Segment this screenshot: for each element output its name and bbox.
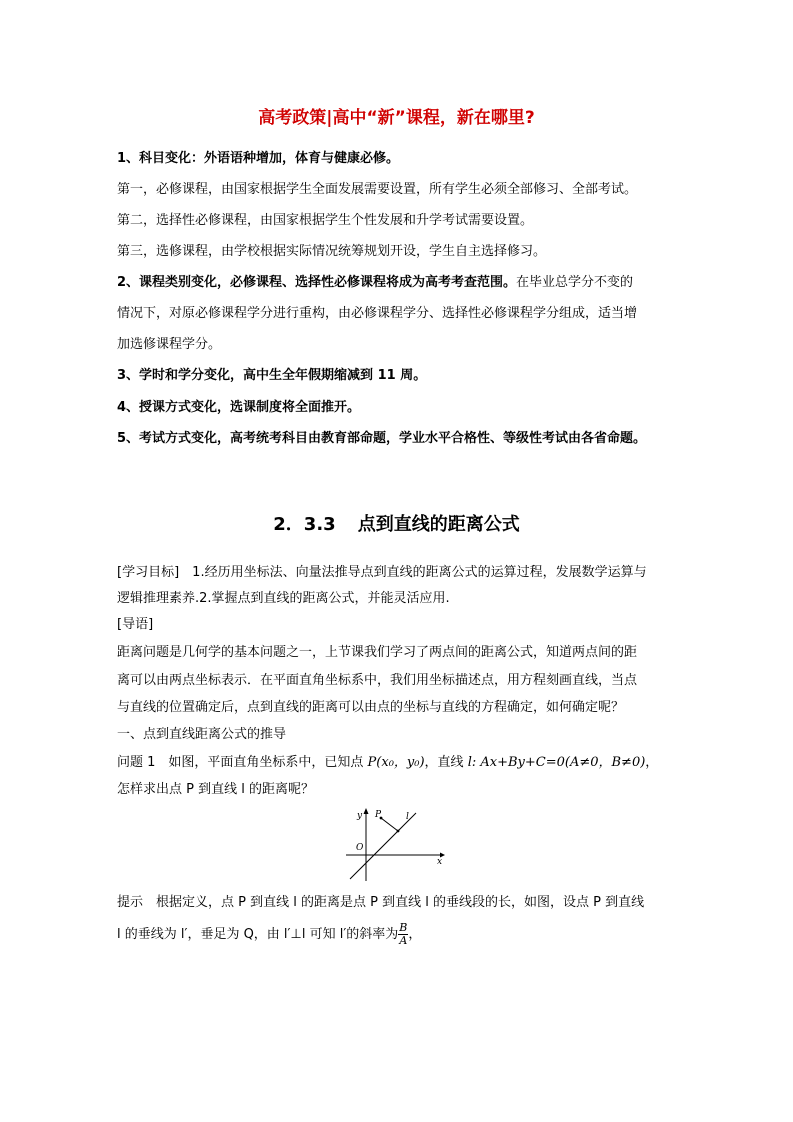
policy-item-3: 3、学时和学分变化，高中生全年假期缩减到 11 周。 — [117, 368, 427, 383]
intro-line-1: 距离问题是几何学的基本问题之一，上节课我们学习了两点间的距离公式，知道两点间的距 — [117, 645, 638, 660]
section-heading: 一、点到直线距离公式的推导 — [117, 727, 287, 742]
y-axis-label: y — [357, 811, 363, 821]
intro-line-2: 离可以由两点坐标表示．在平面直角坐标系中，我们用坐标描述点，用方程刻画直线，当点 — [117, 673, 638, 688]
policy-item-2-text: 在毕业总学分不变的 — [516, 275, 634, 290]
objectives-label: [学习目标] — [117, 565, 180, 580]
policy-item-2-heading: 2、课程类别变化，必修课程、选择性必修课程将成为高考考查范围。 — [117, 275, 517, 290]
objectives-line-2: 逻辑推理素养.2.掌握点到直线的距离公式，并能灵活应用. — [117, 591, 450, 606]
policy-item-2-line2: 情况下，对原必修课程学分进行重构，由必修课程学分、选择性必修课程学分组成，适当增 — [117, 306, 638, 321]
question-1-mid: ，直线 — [424, 755, 468, 770]
lesson-number: 2．3.3 — [273, 514, 336, 535]
objectives-text: 1.经历用坐标法、向量法推导点到直线的距离公式的运算过程，发展数学运算与 — [192, 565, 647, 580]
p-label: P — [375, 810, 382, 820]
slope-fraction — [398, 922, 408, 947]
hint-end: ， — [408, 927, 422, 942]
intro-label: [导语] — [117, 617, 154, 632]
policy-item-1c: 第三，选修课程，由学校根据实际情况统筹规划开设，学生自主选择修习。 — [117, 244, 547, 259]
question-1-prefix: 问题 1 如图，平面直角坐标系中，已知点 — [117, 755, 368, 770]
policy-item-5: 5、考试方式变化，高考统考科目由教育部命题，学业水平合格性、等级性考试由各省命题。 — [117, 431, 647, 446]
hint-line-2 — [117, 922, 687, 948]
page-title: 高考政策|高中“新”课程，新在哪里? — [258, 108, 535, 128]
fraction-denominator: A — [399, 934, 408, 947]
x-axis-label: x — [437, 857, 443, 867]
hint-line-1: 提示 根据定义，点 P 到直线 l 的距离是点 P 到直线 l 的垂线段的长，如图，设点 P 到直线 — [117, 895, 645, 910]
intro-line-3: 与直线的位置确定后，点到直线的距离可以由点的坐标与直线的方程确定，如何确定呢？ — [117, 700, 625, 715]
y-axis-arrow — [364, 808, 369, 814]
fraction-numerator: B — [399, 921, 408, 934]
question-1-point: P(x₀，y₀) — [367, 755, 425, 770]
origin-label: O — [356, 843, 364, 853]
policy-item-1: 1、科目变化：外语语种增加，体育与健康必修。 — [117, 151, 400, 166]
objectives-line-1 — [117, 560, 687, 586]
point-q — [397, 830, 400, 833]
l-label: l — [406, 812, 409, 822]
perpendicular-segment — [381, 818, 398, 831]
question-1-end: ， — [645, 755, 659, 770]
policy-item-1b: 第二，选择性必修课程，由国家根据学生个性发展和升学考试需要设置。 — [117, 213, 534, 228]
coordinate-figure — [340, 805, 452, 883]
question-1-line-2: 怎样求出点 P 到直线 l 的距离呢？ — [117, 782, 314, 797]
lesson-title — [0, 510, 793, 536]
policy-item-4: 4、授课方式变化，选课制度将全面推开。 — [117, 400, 361, 415]
policy-item-1a: 第一，必修课程，由国家根据学生全面发展需要设置，所有学生必须全部修习、全部考试。 — [117, 182, 638, 197]
policy-item-2-line3: 加选修课程学分。 — [117, 337, 222, 352]
policy-item-2 — [117, 267, 687, 298]
question-1-line-equation: l: Ax+By+C=0(A≠0，B≠0) — [467, 755, 646, 770]
lesson-title-text: 点到直线的距离公式 — [357, 514, 520, 535]
hint-text: l 的垂线为 l′，垂足为 Q，由 l′⊥l 可知 l′的斜率为 — [117, 927, 399, 942]
question-1-line-1 — [117, 750, 687, 776]
